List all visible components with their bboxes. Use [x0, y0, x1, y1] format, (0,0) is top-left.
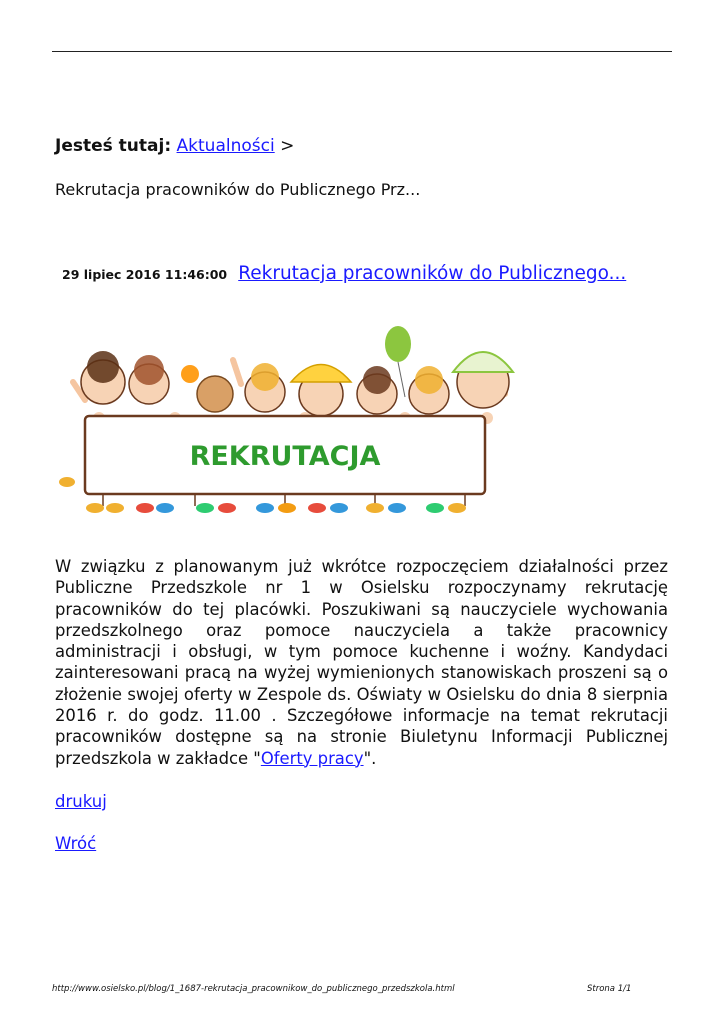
- article-text: W związku z planowanym już wkrótce rozpoczęciem działalności przez Publiczne Przedszkole nr 1 w Osielsku rozpoczynamy rekrutację pracowników do tej placówki. Poszukiwani są nauczyciele wychowania przedszkolnego oraz pomoce nauczyciela a także pracownicy administracji i obsługi, w tym pomoce kuchenne i woźny. Kandydaci zainteresowani pracą na wyżej wymienionych stanowiskach proszeni są o złożenie swojej oferty w Zespole ds. Oświaty w Osielsku do dnia 8 sierpnia 2016 r. do godz. 11.00 . Szczegółowe informacje na temat rekrutacji pracowników dostępne są na stronie Biuletynu Informacji Publicznej przedszkola w zakładce ": [55, 557, 668, 768]
- post-title-link[interactable]: Rekrutacja pracowników do Publicznego...: [238, 263, 627, 284]
- breadcrumb-link-aktualnosci[interactable]: Aktualności: [176, 136, 275, 156]
- banner-illustration: [55, 322, 525, 514]
- footer-page-number: Strona 1/1: [587, 984, 632, 994]
- breadcrumb-label: Jesteś tutaj:: [55, 136, 172, 156]
- back-link[interactable]: Wróć: [55, 834, 97, 853]
- post-header: [62, 263, 626, 284]
- breadcrumb-separator: >: [280, 136, 295, 156]
- banner-text: REKRUTACJA: [189, 441, 381, 472]
- job-offers-link[interactable]: Oferty pracy: [260, 748, 364, 768]
- footer-url: http://www.osielsko.pl/blog/1_1687-rekrutacja_pracownikow_do_publicznego_przedszkola.html: [52, 984, 455, 994]
- post-date: 29 lipiec 2016 11:46:00: [62, 267, 228, 282]
- print-link[interactable]: drukuj: [55, 792, 107, 811]
- recruitment-banner-image: [55, 322, 525, 514]
- article-text-end: ".: [363, 748, 377, 768]
- breadcrumb: [55, 136, 294, 156]
- top-rule: [52, 51, 672, 52]
- article-body: [55, 556, 668, 769]
- page-title: Rekrutacja pracowników do Publicznego Prz...: [55, 180, 421, 199]
